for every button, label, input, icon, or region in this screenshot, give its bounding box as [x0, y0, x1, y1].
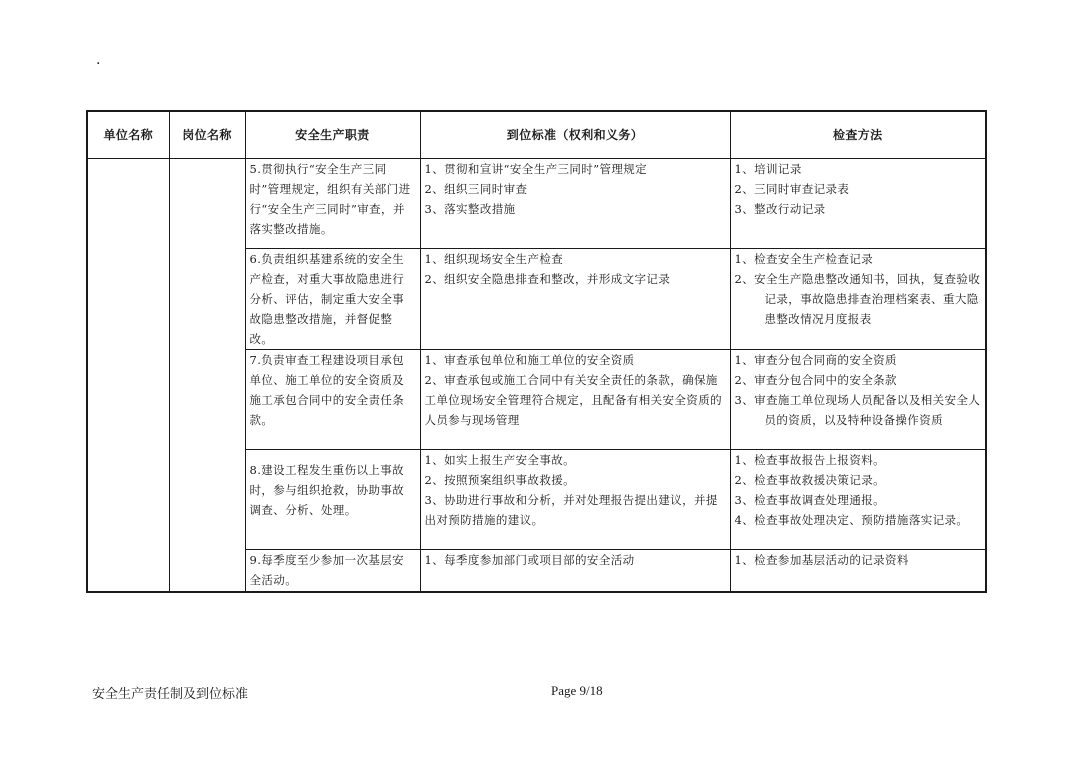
standard-cell: [420, 350, 730, 450]
unit-name-cell: [87, 159, 169, 592]
method-item: 1、检查事故报告上报资料。: [734, 453, 886, 467]
method-item: 1、审查分包合同商的安全资质: [734, 353, 897, 367]
method-item: 2、审查分包合同中的安全条款: [734, 373, 897, 387]
method-item: 2、三同时审查记录表: [734, 182, 850, 196]
standard-item: 1、组织现场安全生产检查: [424, 252, 564, 266]
method-item: 4、检查事故处理决定、预防措施落实记录。: [734, 513, 969, 527]
method-item: 2、检查事故救援决策记录。: [734, 473, 886, 487]
method-cell: [730, 450, 986, 550]
duty-cell: 9.每季度至少参加一次基层安全活动。: [245, 550, 420, 592]
header-duty: 安全生产职责: [245, 111, 420, 159]
method-item: 1、培训记录: [734, 162, 802, 176]
footer-document-title: 安全生产责任制及到位标准: [92, 687, 249, 702]
post-name-cell: [169, 159, 245, 592]
method-item: 2、安全生产隐患整改通知书，回执，复查验收记录，事故隐患排查治理档案表、重大隐患整改情况月度报表: [734, 272, 981, 326]
table-row: [87, 159, 986, 249]
method-item: 3、整改行动记录: [734, 202, 826, 216]
method-item: 1、检查安全生产检查记录: [734, 252, 874, 266]
standard-item: 2、审查承包或施工合同中有关安全责任的条款，确保施工单位现场安全管理符合规定，且配备有相关安全资质的人员参与现场管理: [424, 373, 722, 427]
header-standard: 到位标准（权利和义务）: [420, 111, 730, 159]
duty-cell: 6.负责组织基建系统的安全生产检查，对重大事故隐患进行分析、评估，制定重大安全事故隐患整改措施，并督促整改。: [245, 249, 420, 350]
standard-item: 1、贯彻和宣讲“安全生产三同时”管理规定: [424, 162, 648, 176]
standard-item: 3、协助进行事故和分析，并对处理报告提出建议，并提出对预防措施的建议。: [424, 493, 718, 527]
standard-item: 1、每季度参加部门或项目部的安全活动: [424, 553, 635, 567]
standard-cell: [420, 550, 730, 592]
responsibility-table: [86, 110, 987, 593]
standard-item: 1、审查承包单位和施工单位的安全资质: [424, 353, 635, 367]
standard-item: 1、如实上报生产安全事故。: [424, 453, 576, 467]
standard-item: 2、按照预案组织事故救援。: [424, 473, 576, 487]
duty-cell: 5.贯彻执行“安全生产三同时”管理规定，组织有关部门进行“安全生产三同时”审查，并落实整改措施。: [245, 159, 420, 249]
method-cell: [730, 159, 986, 249]
method-cell: [730, 550, 986, 592]
standard-cell: [420, 450, 730, 550]
duty-cell: 8.建设工程发生重伤以上事故时，参与组织抢救，协助事故调查、分析、处理。: [245, 450, 420, 550]
footer-page-number: Page 9/18: [551, 683, 603, 698]
method-item: 3、检查事故调查处理通报。: [734, 493, 886, 507]
standard-item: 3、落实整改措施: [424, 202, 516, 216]
page-mark: .: [96, 52, 101, 68]
standard-cell: [420, 249, 730, 350]
header-unit-name: 单位名称: [87, 111, 169, 159]
standard-item: 2、组织三同时审查: [424, 182, 528, 196]
header-post-name: 岗位名称: [169, 111, 245, 159]
method-item: 1、检查参加基层活动的记录资料: [734, 553, 909, 567]
method-cell: [730, 350, 986, 450]
table-header-row: [87, 111, 986, 159]
method-cell: [730, 249, 986, 350]
duty-cell: 7.负责审查工程建设项目承包单位、施工单位的安全资质及施工承包合同中的安全责任条款。: [245, 350, 420, 450]
standard-cell: [420, 159, 730, 249]
standard-item: 2、组织安全隐患排查和整改，并形成文字记录: [424, 272, 671, 286]
header-method: 检查方法: [730, 111, 986, 159]
method-item: 3、审查施工单位现场人员配备以及相关安全人员的资质，以及特种设备操作资质: [734, 393, 981, 427]
